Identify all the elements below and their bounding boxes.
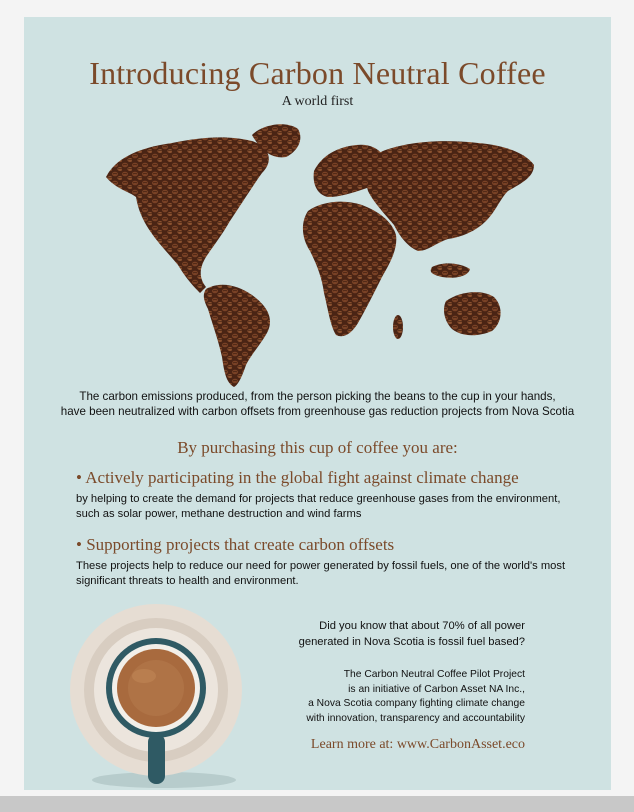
intro-line: The carbon emissions produced, from the person picking the beans to the cup in your hands, [79,390,556,403]
did-you-know-line: Did you know that about 70% of all power [319,620,525,632]
learn-more-link[interactable]: Learn more at: www.CarbonAsset.eco [310,737,525,752]
indonesia-shape [431,263,470,277]
bullet-body-climate [76,492,586,522]
coffee-bean-world-map-image [102,117,536,389]
purchasing-heading: By purchasing this cup of coffee you are: [177,438,458,457]
pilot-line: a Nova Scotia company fighting climate change [308,698,525,709]
bullet-body-line: significant threats to health and environment. [76,575,299,587]
intro-line: have been neutralized with carbon offsets from greenhouse gas reduction projects from Nova Scotia [60,405,575,418]
pilot-project-text [306,668,525,726]
bullet-body-line: These projects help to reduce our need for power generated by fossil fuels, one of the world's most [76,560,566,572]
cup-handle [148,734,165,784]
pilot-line: The Carbon Neutral Coffee Pilot Project [343,669,525,680]
did-you-know-text [299,618,525,650]
pilot-line: with innovation, transparency and accountability [306,712,525,724]
pilot-line: is an initiative of Carbon Asset NA Inc., [348,683,525,695]
south-america-shape [204,285,270,387]
bullet-body-line: by helping to create the demand for projects that reduce greenhouse gases from the environment, [76,493,561,505]
bullet-heading-offsets: • Supporting projects that create carbon offsets [76,535,395,554]
africa-shape [303,202,396,337]
poster [24,17,611,790]
did-you-know-line: generated in Nova Scotia is fossil fuel based? [298,636,525,648]
north-america-shape [106,137,269,293]
madagascar-shape [393,315,403,339]
page-title: Introducing Carbon Neutral Coffee [89,55,546,91]
bottom-bar [0,796,634,812]
intro-paragraph [44,389,591,419]
bullet-body-line: such as solar power, methane destruction and wind farms [76,508,362,520]
subtitle: A world first [281,94,354,109]
bullet-body-offsets [76,559,586,589]
bullet-heading-climate: • Actively participating in the global fight against climate change [76,468,519,487]
australia-shape [444,292,501,335]
coffee-cup-image [64,594,254,790]
